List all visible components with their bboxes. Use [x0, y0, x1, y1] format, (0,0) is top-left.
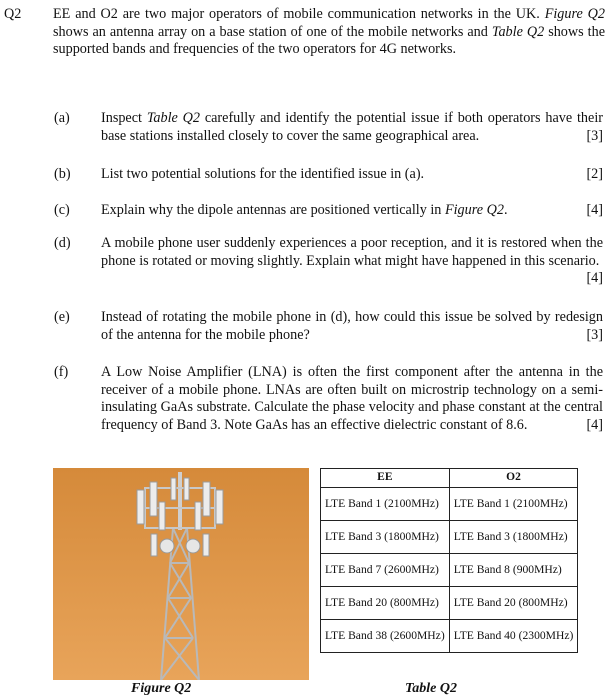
table-row	[321, 620, 578, 653]
part-f-label: (f)	[54, 364, 69, 380]
part-b-marks: [2]	[586, 166, 603, 182]
part-f-text: A Low Noise Amplifier (LNA) is often the first component after the antenna in the receiver of a mobile phone. LNAs are often built on microstrip technology on a semi-insulating GaAs substrate. Calculate the phase velocity and phase constant at the central frequency of Band 3. Note GaAs has an effective dielectric constant of 8.6. [4]	[101, 364, 603, 433]
part-a-text: Inspect Table Q2 carefully and identify the potential issue if both operators have their base stations installed closely to cover the same geographical area. [3]	[101, 110, 603, 144]
table-row	[321, 587, 578, 620]
table-cell: LTE Band 3 (1800MHz)	[321, 521, 450, 554]
part-a-marks: [3]	[586, 127, 603, 144]
part-c-marks: [4]	[586, 202, 603, 218]
bands-table	[320, 468, 578, 653]
table-header-row	[321, 469, 578, 488]
table-caption: Table Q2	[405, 681, 457, 696]
table-cell: LTE Band 7 (2600MHz)	[321, 554, 450, 587]
table-row	[321, 521, 578, 554]
intro-table-ref: Table Q2	[491, 23, 545, 40]
part-e-marks: [3]	[586, 326, 603, 343]
intro-figure-ref: Figure Q2	[544, 6, 605, 22]
question-number: Q2	[4, 6, 22, 22]
part-e-text: Instead of rotating the mobile phone in (d), how could this issue be solved by redesign of the antenna for the mobile phone? [3]	[101, 309, 603, 343]
antenna-tower-photo	[53, 468, 309, 680]
part-d-label: (d)	[54, 235, 71, 251]
table-cell: LTE Band 3 (1800MHz)	[449, 521, 578, 554]
table-header-o2: O2	[449, 469, 578, 488]
part-a-label: (a)	[54, 110, 70, 126]
table-row	[321, 554, 578, 587]
table-cell: LTE Band 1 (2100MHz)	[321, 488, 450, 521]
bands-table-grid	[320, 468, 578, 653]
table-cell: LTE Band 1 (2100MHz)	[449, 488, 578, 521]
part-d-text: A mobile phone user suddenly experiences a poor reception, and it is restored when the phone is rotated or moving slightly. Explain what might have happened in this scenario. [4]	[101, 235, 603, 286]
intro-text-1: EE and O2 are two major operators of mobile communication networks in the UK.	[53, 6, 540, 22]
part-c-text: Explain why the dipole antennas are positioned vertically in Figure Q2. [4]	[101, 202, 603, 218]
table-cell: LTE Band 38 (2600MHz)	[321, 620, 450, 653]
table-cell: LTE Band 8 (900MHz)	[449, 554, 578, 587]
part-d-marks: [4]	[586, 270, 603, 286]
part-b-text: List two potential solutions for the identified issue in (a). [2]	[101, 166, 603, 182]
antenna-tower-illustration	[53, 468, 309, 680]
table-header-ee: EE	[321, 469, 450, 488]
part-f-marks: [4]	[586, 416, 603, 433]
figure-caption: Figure Q2	[131, 681, 192, 696]
question-intro	[53, 6, 605, 59]
part-b-label: (b)	[54, 166, 71, 182]
intro-text-2: shows an antenna array on a base station of one of the mobile networks and	[53, 23, 492, 40]
part-c-label: (c)	[54, 202, 70, 218]
table-cell: LTE Band 20 (800MHz)	[449, 587, 578, 620]
part-e-label: (e)	[54, 309, 70, 325]
table-cell: LTE Band 40 (2300MHz)	[449, 620, 578, 653]
table-row	[321, 488, 578, 521]
table-cell: LTE Band 20 (800MHz)	[321, 587, 450, 620]
intro-text-3: shows the supported bands and frequencies of the two operators for 4G networks.	[53, 23, 605, 57]
